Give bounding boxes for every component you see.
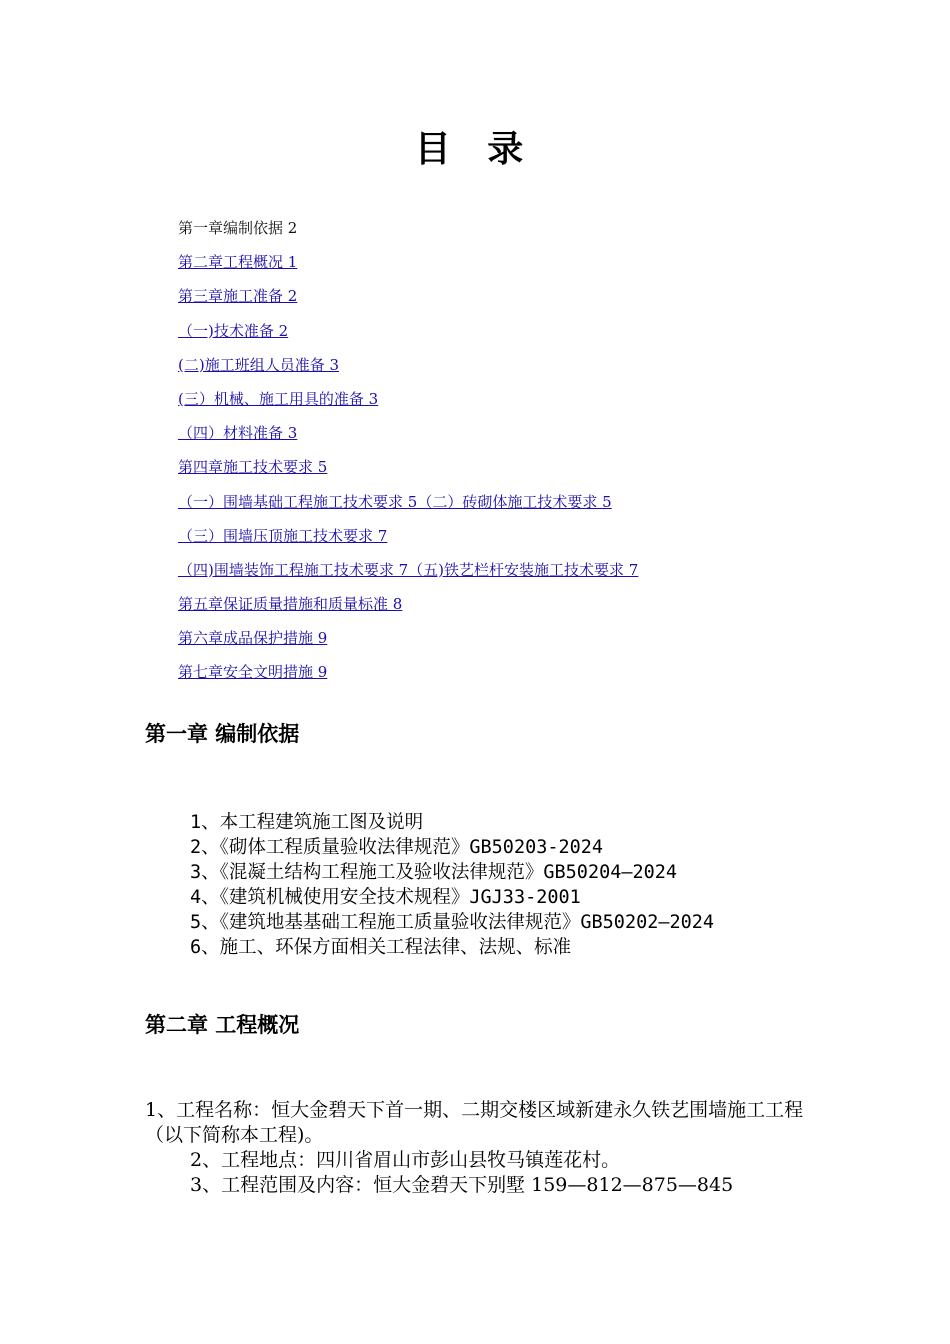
toc-link[interactable]: （三）围墙压顶施工技术要求 7 xyxy=(178,526,388,545)
toc-entry[interactable] xyxy=(178,558,638,592)
table-of-contents xyxy=(178,216,638,695)
toc-entry xyxy=(178,216,638,250)
toc-link[interactable]: （一）围墙基础工程施工技术要求 5（二）砖砌体施工技术要求 5 xyxy=(178,492,612,511)
toc-entry[interactable] xyxy=(178,387,638,421)
overview-item: 3、工程范围及内容：恒大金碧天下别墅 159—812—875—845 xyxy=(190,1174,734,1196)
toc-entry[interactable] xyxy=(178,592,638,626)
chapter-1-heading: 第一章 编制依据 xyxy=(145,722,300,746)
basis-item: 1、本工程建筑施工图及说明 xyxy=(190,812,424,833)
toc-link[interactable]: (三）机械、施工用具的准备 3 xyxy=(178,389,379,408)
toc-link[interactable]: （四)围墙装饰工程施工技术要求 7（五)铁艺栏杆安装施工技术要求 7 xyxy=(178,560,639,579)
toc-entry[interactable] xyxy=(178,455,638,489)
toc-link[interactable]: 第五章保证质量措施和质量标准 8 xyxy=(178,595,403,614)
toc-entry[interactable] xyxy=(178,490,638,524)
toc-entry-text: 第一章编制依据 2 xyxy=(178,219,298,237)
overview-item: 1、工程名称：恒大金碧天下首一期、二期交楼区域新建永久铁艺围墙施工工程（以下简称本工程)。 xyxy=(145,1099,804,1146)
chapter-2-heading: 第二章 工程概况 xyxy=(145,1013,300,1037)
toc-entry[interactable] xyxy=(178,284,638,318)
toc-entry[interactable] xyxy=(178,421,638,455)
toc-link[interactable]: （一)技术准备 2 xyxy=(178,321,289,340)
toc-entry[interactable] xyxy=(178,353,638,387)
toc-link[interactable]: (二)施工班组人员准备 3 xyxy=(178,355,340,374)
document-title: 目 录 xyxy=(414,129,536,170)
toc-link[interactable]: （四）材料准备 3 xyxy=(178,424,298,443)
toc-entry[interactable] xyxy=(178,626,638,660)
toc-link[interactable]: 第三章施工准备 2 xyxy=(178,287,298,306)
basis-item: 3、《混凝土结构工程施工及验收法律规范》GB50204—2024 xyxy=(190,862,678,883)
chapter-1-body xyxy=(145,810,810,960)
toc-entry[interactable] xyxy=(178,319,638,353)
toc-link[interactable]: 第六章成品保护措施 9 xyxy=(178,629,328,648)
overview-item: 2、工程地点：四川省眉山市彭山县牧马镇莲花村。 xyxy=(190,1149,621,1171)
toc-entry[interactable] xyxy=(178,250,638,284)
toc-entry[interactable] xyxy=(178,660,638,694)
toc-link[interactable]: 第二章工程概况 1 xyxy=(178,253,298,272)
basis-item: 5、《建筑地基基础工程施工质量验收法律规范》GB50202—2024 xyxy=(190,912,715,933)
basis-item: 4、《建筑机械使用安全技术规程》JGJ33-2001 xyxy=(190,887,581,908)
basis-item: 2、《砌体工程质量验收法律规范》GB50203-2024 xyxy=(190,837,604,858)
toc-link[interactable]: 第七章安全文明措施 9 xyxy=(178,663,328,682)
toc-entry[interactable] xyxy=(178,524,638,558)
basis-item: 6、施工、环保方面相关工程法律、法规、标准 xyxy=(190,937,572,958)
toc-link[interactable]: 第四章施工技术要求 5 xyxy=(178,458,328,477)
chapter-2-body xyxy=(145,1098,810,1198)
